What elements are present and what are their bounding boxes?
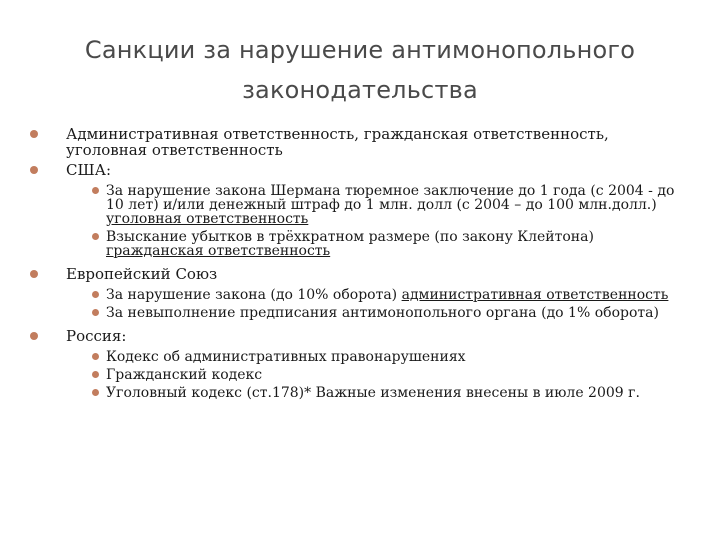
sub-list-eu <box>66 288 690 320</box>
bullet-icon <box>30 166 38 174</box>
sub-item-eu-law <box>80 288 690 302</box>
bullet-icon <box>92 371 99 378</box>
slide-title <box>40 30 680 110</box>
sub-item-clayton <box>80 230 690 258</box>
title-line-1: Санкции за нарушение антимонопольного <box>84 36 636 64</box>
sub-item-underlined: административная ответственность <box>401 287 669 303</box>
list-item-text: Россия: <box>66 327 127 345</box>
sub-item-underlined: гражданская ответственность <box>106 243 331 259</box>
bullet-icon <box>92 233 99 240</box>
sub-item-civil-code <box>80 368 690 382</box>
sub-item-text: За нарушение закона Шермана тюремное заключение до 1 года (с 2004 - до 10 лет) и/или денежный штраф до 1 млн. долл (с 2004 – до 100 млн.долл.) <box>106 183 675 213</box>
list-item-usa <box>30 162 690 258</box>
list-item-liability <box>30 126 690 158</box>
bullet-icon <box>30 130 38 138</box>
list-item-text: Европейский Союз <box>66 265 218 283</box>
list-item-text: Административная ответственность, гражданская ответственность, уголовная ответственность <box>66 125 609 159</box>
bullet-icon <box>92 389 99 396</box>
sub-item-text: Кодекс об административных правонарушениях <box>106 349 466 365</box>
sub-item-sherman <box>80 184 690 226</box>
bullet-icon <box>92 187 99 194</box>
list-item-eu <box>30 266 690 320</box>
sub-list-russia <box>66 350 690 400</box>
bullet-content <box>30 126 690 408</box>
sub-item-text: Уголовный кодекс (ст.178)* Важные изменения внесены в июле 2009 г. <box>106 385 640 401</box>
sub-item-text: Гражданский кодекс <box>106 367 263 383</box>
list-item-text: США: <box>66 161 112 179</box>
bullet-icon <box>92 309 99 316</box>
sub-item-eu-order <box>80 306 690 320</box>
title-line-2: законодательства <box>242 76 478 104</box>
sub-item-text: Взыскание убытков в трёхкратном размере (по закону Клейтона) <box>106 229 594 245</box>
sub-item-underlined: уголовная ответственность <box>106 211 309 227</box>
sub-list-usa <box>66 184 690 258</box>
sub-item-text: За невыполнение предписания антимонопольного органа (до 1% оборота) <box>106 305 659 321</box>
list-item-russia <box>30 328 690 400</box>
bullet-icon <box>92 291 99 298</box>
sub-item-criminal-code <box>80 386 690 400</box>
bullet-icon <box>30 270 38 278</box>
sub-item-koap <box>80 350 690 364</box>
sub-item-text: За нарушение закона (до 10% оборота) <box>106 287 402 303</box>
bullet-icon <box>30 332 38 340</box>
bullet-icon <box>92 353 99 360</box>
bullet-list <box>30 126 690 400</box>
